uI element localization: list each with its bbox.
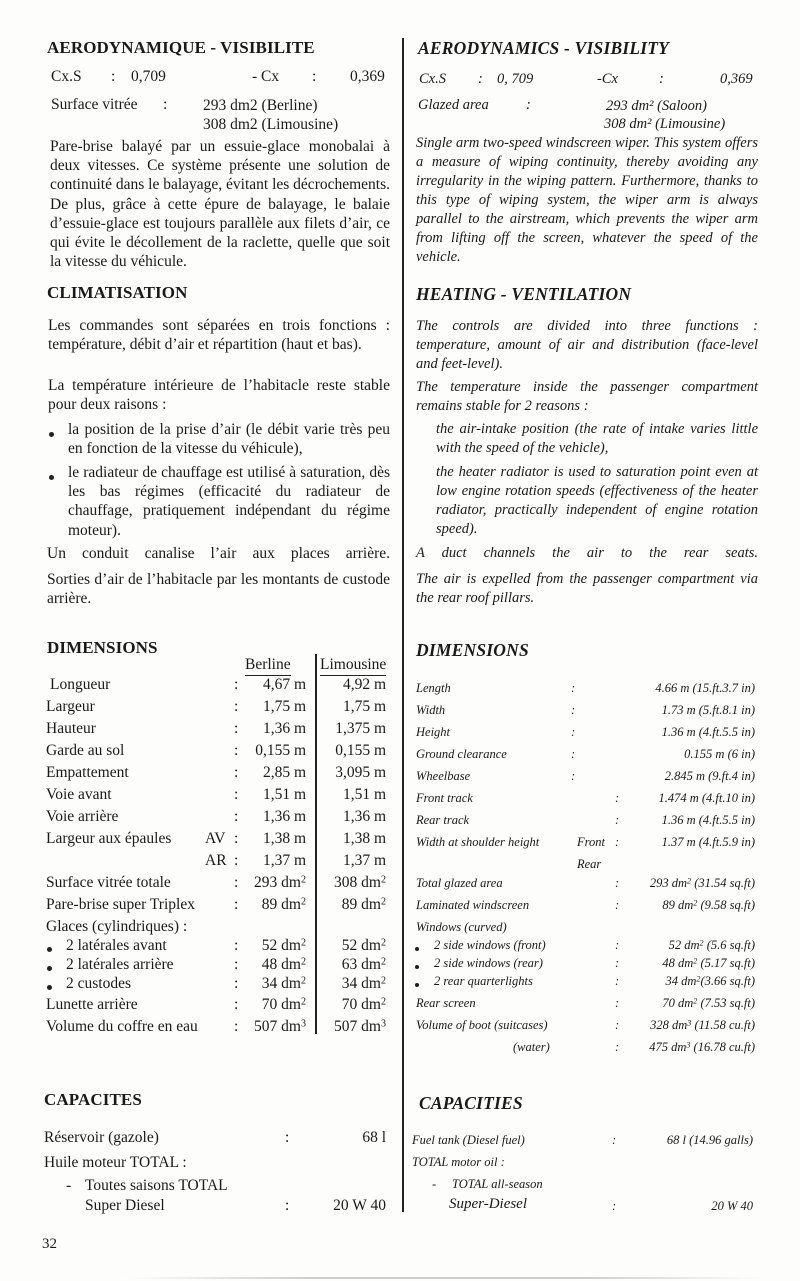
dimension-label: Width (416, 703, 446, 717)
bullet-icon (415, 983, 419, 987)
clim-bullet-2: le radiateur de chauffage est utilisé à saturation, dès les bas régimes (efficacité du radiateur de chauffage, pratiquement indépendant du régime moteur). (68, 464, 390, 539)
dimension-colon: : (615, 974, 620, 988)
dimension-label: Lunette arrière (46, 996, 138, 1013)
dimension-colon: : (234, 698, 239, 715)
dimension-colon: : (571, 681, 576, 695)
dimension-value: 475 $dm^3$ (16.78 cu.ft) (649, 1040, 755, 1054)
dimension-value-limousine: 70 $dm^2$ (341, 996, 386, 1013)
dimension-value-limousine: 89 $dm^2$ (341, 896, 386, 913)
section-title-aerodynamics: AERODYNAMICS - VISIBILITY (418, 38, 670, 58)
cx-colon: : (312, 68, 317, 85)
column-header-limousine: Limousine (320, 656, 386, 676)
dimension-colon: : (234, 830, 239, 847)
oil-value: 20 W 40 (333, 1197, 386, 1214)
bullet-icon (415, 947, 419, 951)
dimension-value: 1.37 m (4.ft.5.9 in) (661, 835, 755, 849)
dimension-value-berline: 1,75 m (262, 698, 306, 715)
oil-colon: : (285, 1197, 290, 1214)
section-title-capacities: CAPACITIES (419, 1093, 523, 1113)
dimension-colon: : (615, 1018, 620, 1032)
heat-paragraph-1: The controls are divided into three functions : temperature, amount of air and distribution (face-level and feet-level). (416, 318, 758, 372)
dimension-value-berline: 1,36 m (262, 720, 306, 737)
dimension-value: 1.36 m (4.ft.5.5 in) (661, 725, 755, 739)
dimension-colon: : (234, 956, 239, 973)
dimension-label: Ground clearance (416, 747, 507, 761)
dimension-value: 293 $dm^2$ (31.54 sq.ft) (649, 876, 755, 890)
dimension-label: Glaces (cylindriques) : (46, 918, 188, 935)
dimension-label: Length (416, 681, 451, 695)
heat-item-1: the air-intake position (the rate of intake varies little with the speed of the vehicle), (436, 421, 758, 456)
dimension-label: Hauteur (46, 720, 96, 737)
dimension-colon: : (234, 996, 239, 1013)
glazed-limousine: 308 dm² (Limousine) (604, 116, 726, 132)
dimension-value: 1.36 m (4.ft.5.5 in) (661, 813, 755, 827)
dimension-value: 0.155 m (6 in) (684, 747, 755, 761)
section-title-capacites: CAPACITES (44, 1090, 142, 1109)
cxs-colon: : (111, 68, 116, 85)
dimension-value-limousine: 1,37 m (342, 852, 386, 869)
dimension-label: Volume of boot (suitcases) (416, 1018, 548, 1032)
glazed-label: Glazed area (418, 97, 489, 113)
fuel-value: 68 l (14.96 galls) (666, 1133, 753, 1147)
dimension-label: Voie avant (46, 786, 112, 803)
clim-paragraph-2: La température intérieure de l’habitacle reste stable pour deux raisons : (48, 377, 390, 414)
dimension-value: 1.474 m (4.ft.10 in) (658, 791, 755, 805)
section-title-dimensions: DIMENSIONS (47, 638, 158, 657)
dimension-label: 2 custodes (66, 975, 132, 992)
page-number: 32 (42, 1236, 57, 1252)
table-column-divider (315, 654, 317, 1034)
dimension-label: 2 rear quarterlights (434, 974, 533, 988)
cxs-value: 0, 709 (497, 71, 534, 87)
cx-colon: : (659, 71, 664, 87)
dimension-colon: : (615, 791, 620, 805)
dimension-colon: : (234, 852, 239, 869)
column-divider (402, 38, 404, 1212)
dimension-sublabel: AR (205, 852, 227, 869)
dimension-colon: : (234, 975, 239, 992)
cx-value: 0,369 (350, 68, 385, 85)
dimension-sublabel: Rear (577, 857, 602, 871)
oil-item-line2: Super Diesel (85, 1197, 165, 1214)
cxs-label: Cx.S (51, 68, 82, 85)
dimension-label: (water) (513, 1040, 550, 1054)
dimension-colon: : (615, 1040, 620, 1054)
dimension-value-berline: 1,36 m (262, 808, 306, 825)
cx-label: - Cx (252, 68, 280, 85)
fuel-value: 68 l (362, 1129, 386, 1146)
dimension-colon: : (615, 898, 620, 912)
dimension-label: Total glazed area (416, 876, 503, 890)
dimension-value-berline: 89 $dm^2$ (261, 896, 306, 913)
section-title-dimensions: DIMENSIONS (416, 640, 529, 660)
dimension-value-limousine: 308 $dm^2$ (334, 874, 386, 891)
cxs-colon: : (478, 71, 483, 87)
clim-bullet-1: la position de la prise d’air (le débit varie très peu en fonction de la vitesse du véhicule), (68, 421, 390, 458)
fuel-label: Fuel tank (Diesel fuel) (412, 1133, 525, 1147)
dimension-label: 2 latérales arrière (66, 956, 174, 973)
glazed-berline: 293 dm2 (Berline) (203, 97, 318, 114)
clim-paragraph-1: Les commandes sont séparées en trois fonctions : température, débit d’air et répartition (haut et bas). (48, 317, 390, 354)
cx-value: 0,369 (720, 71, 753, 87)
dimension-label: 2 side windows (rear) (434, 956, 543, 970)
dimension-value-berline: 4,67 m (262, 676, 306, 693)
dimension-value-limousine: 507 $dm^3$ (334, 1018, 386, 1035)
dimension-label: Rear screen (416, 996, 476, 1010)
dimension-colon: : (234, 874, 239, 891)
dimension-value-limousine: 3,095 m (335, 764, 386, 781)
dimension-label: Width at shoulder height (416, 835, 540, 849)
dimension-value-limousine: 4,92 m (342, 676, 386, 693)
cx-label: -Cx (597, 71, 618, 87)
dimension-label: Pare-brise super Triplex (46, 896, 195, 913)
dimension-colon: : (571, 703, 576, 717)
dimension-value-limousine: 1,51 m (342, 786, 386, 803)
dimension-value-berline: 293 $dm^2$ (254, 874, 306, 891)
dimension-value: 328 $dm^3$ (11.58 cu.ft) (650, 1018, 755, 1032)
dimension-colon: : (234, 742, 239, 759)
dimension-colon: : (234, 764, 239, 781)
glazed-colon: : (163, 96, 168, 113)
oil-item-line1: TOTAL all-season (452, 1177, 543, 1191)
bullet-icon (47, 966, 52, 971)
dimension-value: 2.845 m (9.ft.4 in) (664, 769, 755, 783)
dimension-value-berline: 1,37 m (262, 852, 306, 869)
dimension-colon: : (571, 769, 576, 783)
dimension-value: 48 $dm^2$ (5.17 sq.ft) (662, 956, 755, 970)
dimension-colon: : (571, 725, 576, 739)
dimension-value-berline: 0,155 m (255, 742, 306, 759)
dimension-value-limousine: 1,38 m (342, 830, 386, 847)
column-header-berline: Berline (245, 656, 291, 676)
dimension-label: Windows (curved) (416, 920, 507, 934)
dimension-colon: : (234, 676, 239, 693)
glazed-limousine: 308 dm2 (Limousine) (203, 116, 339, 133)
oil-label: Huile moteur TOTAL : (44, 1154, 187, 1171)
dimension-value-berline: 48 $dm^2$ (261, 956, 306, 973)
dimension-label: 2 side windows (front) (434, 938, 546, 952)
dimension-label: Rear track (416, 813, 470, 827)
dimension-label: Empattement (46, 764, 129, 781)
dimension-colon: : (234, 1018, 239, 1035)
dimension-value-berline: 2,85 m (262, 764, 306, 781)
dimension-label: Wheelbase (416, 769, 471, 783)
dimension-value-berline: 1,38 m (262, 830, 306, 847)
bullet-icon (415, 965, 419, 969)
dimension-colon: : (615, 956, 620, 970)
dimension-value-limousine: 34 $dm^2$ (341, 975, 386, 992)
dimension-colon: : (234, 896, 239, 913)
fuel-label: Réservoir (gazole) (44, 1129, 159, 1146)
dimension-value: 89 $dm^2$ (9.58 sq.ft) (662, 898, 755, 912)
heat-paragraph-2: The temperature inside the passenger compartment remains stable for 2 reasons : (416, 379, 758, 414)
oil-label: TOTAL motor oil : (412, 1155, 505, 1169)
oil-value: 20 W 40 (711, 1199, 753, 1213)
bullet-icon (49, 475, 54, 480)
glazed-saloon: 293 dm² (Saloon) (606, 98, 708, 114)
dimension-value-limousine: 63 $dm^2$ (341, 956, 386, 973)
dimension-label: Volume du coffre en eau (46, 1018, 198, 1035)
aero-paragraph: Single arm two-speed windscreen wiper. This system offers a measure of wiping continuity, thereby avoiding any irregularity in the wiping pattern. Furthermore, thanks to this type of wiping system, the wiper arm is always parallel to the airstream, which prevents the wiper arm from lifting off the screen, whatever the speed of the vehicle. (416, 135, 758, 265)
bullet-icon (47, 985, 52, 990)
dimension-label: Height (416, 725, 451, 739)
dimension-sublabel: Front (577, 835, 606, 849)
dimension-label: Longueur (50, 676, 111, 693)
section-title-climatisation: CLIMATISATION (47, 283, 188, 302)
dimension-colon: : (615, 876, 620, 890)
dimension-colon: : (615, 996, 620, 1010)
dimension-label: Largeur aux épaules (46, 830, 172, 847)
dimension-colon: : (571, 747, 576, 761)
dimension-value-limousine: 52 $dm^2$ (341, 937, 386, 954)
oil-item-line2: Super-Diesel (449, 1196, 528, 1212)
dimension-colon: : (234, 937, 239, 954)
dimension-value-limousine: 1,375 m (335, 720, 386, 737)
dimension-colon: : (615, 835, 620, 849)
dimension-colon: : (234, 720, 239, 737)
oil-colon: : (612, 1199, 617, 1213)
dimension-value-berline: 52 $dm^2$ (261, 937, 306, 954)
oil-dash: - (432, 1177, 437, 1191)
cxs-value: 0,709 (131, 68, 166, 85)
fuel-colon: : (285, 1129, 290, 1146)
heat-paragraph-3: A duct channels the air to the rear seats. (416, 545, 758, 561)
dimension-colon: : (234, 808, 239, 825)
dimension-value-berline: 70 $dm^2$ (261, 996, 306, 1013)
oil-dash: - (66, 1177, 72, 1194)
dimension-value-limousine: 1,36 m (342, 808, 386, 825)
dimension-label: Laminated windscreen (416, 898, 530, 912)
dimension-value-berline: 1,51 m (262, 786, 306, 803)
page-edge-shadow (120, 1277, 770, 1279)
fuel-colon: : (612, 1133, 617, 1147)
clim-paragraph-4: Sorties d’air de l’habitacle par les montants de custode arrière. (47, 571, 390, 608)
dimension-colon: : (615, 813, 620, 827)
bullet-icon (49, 432, 54, 437)
dimension-value-limousine: 0,155 m (335, 742, 386, 759)
dimension-label: Largeur (46, 698, 95, 715)
dimension-value-limousine: 1,75 m (342, 698, 386, 715)
cxs-label: Cx.S (419, 71, 446, 87)
heat-item-2: the heater radiator is used to saturation point even at low engine rotation speeds (effectiveness of the heater radiator, practically independent of engine rotation speed). (436, 464, 758, 537)
aero-paragraph: Pare-brise balayé par un essuie-glace monobalai à deux vitesses. Ce système présente une solution de continuité dans le balayage, évitant les décrochements. De plus, grâce à cette épure de balayage, le balaie d’essuie-glace est toujours parallèle aux filets d’air, ce qui évite le décollement de la raclette, quelle que soit la vitesse du véhicule. (50, 138, 391, 271)
clim-paragraph-3: Un conduit canalise l’air aux places arrière. (47, 545, 390, 562)
dimension-colon: : (615, 938, 620, 952)
dimension-value: 1.73 m (5.ft.8.1 in) (661, 703, 755, 717)
dimension-value: 52 $dm^2$ (5.6 sq.ft) (668, 938, 755, 952)
dimension-colon: : (234, 786, 239, 803)
dimension-label: Garde au sol (46, 742, 125, 759)
dimension-value: 70 $dm^2$ (7.53 sq.ft) (662, 996, 755, 1010)
heat-paragraph-4: The air is expelled from the passenger compartment via the rear roof pillars. (416, 571, 758, 606)
dimension-label: Voie arrière (46, 808, 119, 825)
dimension-value-berline: 34 $dm^2$ (261, 975, 306, 992)
bullet-icon (47, 947, 52, 952)
dimension-label: Front track (416, 791, 473, 805)
dimension-label: 2 latérales avant (66, 937, 167, 954)
dimension-label: Surface vitrée totale (46, 874, 171, 891)
section-title-heating: HEATING - VENTILATION (416, 284, 632, 304)
glazed-colon: : (526, 97, 531, 113)
dimension-value: 34 $dm^2(3.66$ sq.ft) (665, 974, 755, 988)
dimension-value: 4.66 m (15.ft.3.7 in) (655, 681, 755, 695)
section-title-aerodynamique: AERODYNAMIQUE - VISIBILITE (47, 38, 315, 57)
oil-item-line1: Toutes saisons TOTAL (85, 1177, 228, 1194)
glazed-label: Surface vitrée (51, 96, 138, 113)
dimension-sublabel: AV (205, 830, 226, 847)
dimension-value-berline: 507 $dm^3$ (254, 1018, 306, 1035)
